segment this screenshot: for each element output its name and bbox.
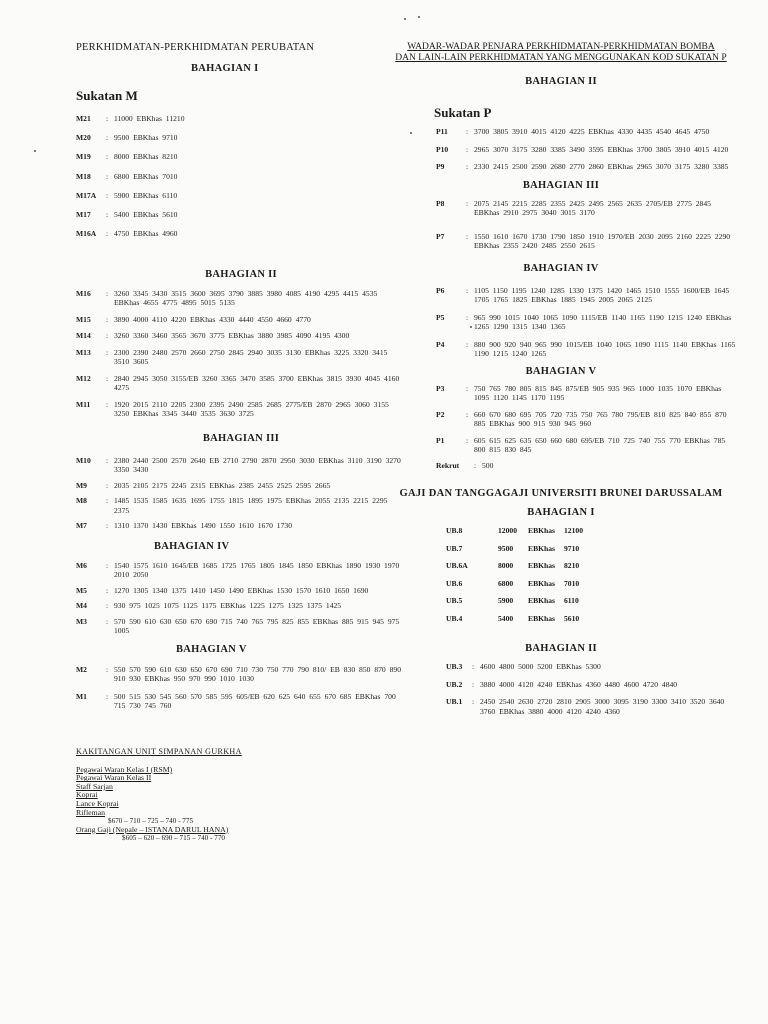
salary-values: 8000 EBKhas 8210 (114, 152, 178, 162)
grade-code: P11 (436, 127, 448, 136)
salary-row: M9 : 2035 2105 2175 2245 2315 EBKhas 2385 2455 2525 2595 2665 (76, 481, 406, 491)
salary-values: 1105 1150 1195 1240 1285 1330 1375 1420 1465 1510 1555 1600/EB 1645 1705 1765 1825 EBKhas 1885 1945 2005 2065 2125 (474, 285, 734, 304)
ub-value-2: 9710 (564, 543, 580, 553)
grade-code: M9 (76, 480, 87, 490)
salary-values: 5900 EBKhas 6110 (114, 190, 178, 200)
grade-code: M8 (76, 496, 87, 506)
ub-ebkhas: EBKhas (528, 526, 556, 535)
salary-row: M2 : 550 570 590 610 630 650 670 690 710 730 750 770 790 810/ EB 830 850 870 890 910 930 EBKhas 950 970 990 1010 1030 (76, 664, 405, 684)
salary-row: P7 : 1550 1610 1670 1730 1790 1850 1910 1970/EB 2030 2095 2160 2225 2290 EBKhas 2355 2420 2485 2550 2615 (436, 232, 736, 251)
grade-code: M18 (76, 171, 91, 181)
grade-code: M14 (76, 331, 91, 341)
salary-row: P6 : 1105 1150 1195 1240 1285 1330 1375 1420 1465 1510 1555 1600/EB 1645 1705 1765 1825 EBKhas 1885 1945 2005 2065 2125 (436, 286, 736, 305)
grade-code: M17A (76, 190, 97, 200)
gurkha-rank: Rifleman (76, 807, 106, 817)
salary-row: M17A : 5900 EBKhas 6110 (76, 191, 406, 201)
salary-values: 2380 2440 2500 2570 2640 EB 2710 2790 2870 2950 3030 EBKhas 3110 3190 3270 3350 3430 (114, 455, 405, 475)
ub-ebkhas: EBKhas (528, 578, 556, 588)
salary-values: 3260 3345 3430 3515 3600 3695 3790 3885 3980 4085 4190 4295 4415 4535 EBKhas 4655 4775 4895 5015 5135 (114, 288, 382, 308)
grade-code: M6 (76, 560, 87, 570)
ub-value-1: 9500 (498, 543, 514, 553)
gurkha-rank: Pegawai Waran Kelas II (76, 773, 152, 783)
grade-code: P2 (436, 409, 445, 419)
salary-row: P2 : 660 670 680 695 705 720 735 750 765 780 795/EB 810 825 840 855 870 885 EBKhas 900 915 930 945 960 (436, 410, 736, 429)
grade-code: UB.1 (446, 697, 463, 706)
salary-values: 965 990 1015 1040 1065 1090 1115/EB 1140 1165 1190 1215 1240 EBKhas 1265 1290 1315 1340 1365 (474, 312, 736, 331)
grade-code: UB.3 (446, 662, 463, 671)
salary-values: 2035 2105 2175 2245 2315 EBKhas 2385 2455 2525 2595 2665 (114, 480, 331, 490)
ub-value-2: 5610 (564, 613, 580, 623)
ub-ebkhas: EBKhas (528, 543, 556, 553)
salary-values: 1550 1610 1670 1730 1790 1850 1910 1970/EB 2030 2095 2160 2225 2290 EBKhas 2355 2420 2485 2550 2615 (474, 231, 734, 250)
grade-code: M1 (76, 691, 87, 701)
gurkha-rank: Staff Sarjan (76, 781, 113, 791)
salary-row: M12 : 2840 2945 3050 3155/EB 3260 3365 3470 3585 3700 EBKhas 3815 3930 4045 4160 4275 (76, 374, 406, 393)
salary-row: M7 : 1310 1370 1430 EBKhas 1490 1550 1610 1670 1730 (76, 521, 406, 531)
grade-code: P5 (436, 312, 445, 322)
ub-value-2: 12100 (564, 526, 583, 535)
ub-ebkhas: EBKhas (528, 561, 556, 570)
salary-row: M5 : 1270 1305 1340 1375 1410 1450 1490 EBKhas 1530 1570 1610 1650 1690 (76, 586, 406, 596)
grade-code: UB.8 (446, 526, 463, 535)
salary-row: M10 : 2380 2440 2500 2570 2640 EB 2710 2790 2870 2950 3030 EBKhas 3110 3190 3270 3350 3430 (76, 455, 405, 475)
grade-code: M13 (76, 347, 91, 357)
right-column (386, 42, 740, 716)
grade-code: M12 (76, 373, 91, 383)
salary-values: 750 765 780 805 815 845 875/EB 905 935 965 1000 1035 1070 EBKhas 1095 1120 1145 1170 1195 (474, 383, 726, 402)
ub-value-2: 8210 (564, 561, 580, 570)
scan-speck (470, 326, 472, 328)
grade-code: UB.7 (446, 543, 463, 553)
salary-values: 550 570 590 610 630 650 670 690 710 730 750 770 790 810/ EB 830 850 870 890 910 930 EBKhas 950 970 990 1010 1030 (114, 664, 405, 684)
p-group-a (436, 127, 736, 172)
ub-value-2: 7010 (564, 578, 580, 588)
salary-values: 930 975 1025 1075 1125 1175 EBKhas 1225 1275 1325 1375 1425 (114, 601, 342, 611)
grade-code: P8 (436, 198, 445, 208)
left-column (76, 42, 406, 843)
salary-row: M8 : 1485 1535 1585 1635 1695 1755 1815 1895 1975 EBKhas 2055 2135 2215 2295 2375 (76, 496, 406, 515)
grade-code: UB.2 (446, 679, 463, 689)
rekrut-value: 500 (482, 460, 494, 470)
salary-values: 11000 EBKhas 11210 (114, 114, 185, 123)
salary-row: M3 : 570 590 610 630 650 670 690 715 740 765 795 825 855 EBKhas 885 915 945 975 1005 (76, 617, 406, 636)
salary-row: M13 : 2300 2390 2480 2570 2660 2750 2845 2940 3035 3130 EBKhas 3225 3320 3415 3510 3605 (76, 348, 406, 367)
ub-row (446, 526, 736, 536)
salary-row: M6 : 1540 1575 1610 1645/EB 1685 1725 1765 1805 1845 1850 EBKhas 1890 1930 1970 2010 2050 (76, 561, 406, 580)
left-bahagian-1: BAHAGIAN I (191, 63, 259, 74)
ub-row (446, 596, 736, 606)
right-title-line-1: WADAR-WADAR PENJARA PERKHIDMATAN-PERKHIDMATAN BOMBA (407, 42, 715, 52)
grade-code: UB.5 (446, 596, 463, 605)
grade-code: M11 (76, 399, 91, 409)
salary-values: 3880 4000 4120 4240 EBKhas 4360 4480 4600 4720 4840 (480, 679, 678, 689)
grade-code: P4 (436, 339, 445, 349)
grade-code: M21 (76, 114, 91, 123)
p-group-c (436, 285, 740, 359)
rekrut-row: Rekrut : 500 (436, 461, 736, 471)
salary-values: 2075 2145 2215 2285 2355 2425 2495 2565 2635 2705/EB 2775 2845 EBKhas 2910 2975 3040 3015 3170 (474, 198, 715, 217)
left-title: PERKHIDMATAN-PERKHIDMATAN PERUBATAN (76, 42, 315, 53)
sukatan-p-heading: Sukatan P (434, 105, 492, 120)
salary-values: 2450 2540 2630 2720 2810 2905 3000 3095 3190 3300 3410 3520 3640 3760 EBKhas 3880 4000 4120 4240 4360 (480, 697, 729, 716)
salary-row: M16 : 3260 3345 3430 3515 3600 3695 3790 3885 3980 4085 4190 4295 4415 4535 EBKhas 4655 4775 4895 5015 5135 (76, 289, 406, 308)
grade-code: M4 (76, 601, 87, 611)
gurkha-rank: Koprai (76, 790, 98, 800)
grade-code: P1 (436, 435, 445, 445)
salary-values: 1540 1575 1610 1645/EB 1685 1725 1765 1805 1845 1850 EBKhas 1890 1930 1970 2010 2050 (114, 560, 404, 580)
gurkha-rank: Lance Koprai (76, 799, 119, 808)
salary-values: 2330 2415 2500 2590 2680 2770 2860 EBKhas 2965 3070 3175 3280 3385 (474, 162, 729, 171)
ub-group-1 (446, 526, 736, 623)
salary-values: 9500 EBKhas 9710 (114, 133, 178, 143)
salary-values: 605 615 625 635 650 660 680 695/EB 710 725 740 755 770 EBKhas 785 800 815 830 845 (474, 435, 730, 454)
ub-ebkhas: EBKhas (528, 613, 556, 623)
right-bahagian-5: BAHAGIAN V (525, 365, 597, 377)
salary-row: P9 : 2330 2415 2500 2590 2680 2770 2860 EBKhas 2965 3070 3175 3280 3385 (436, 162, 736, 172)
scan-speck (418, 16, 420, 18)
p-group-b (436, 199, 736, 251)
ub-value-1: 5900 (498, 596, 514, 605)
salary-row: UB.1 : 2450 2540 2630 2720 2810 2905 3000 3095 3190 3300 3410 3520 3640 3760 EBKhas 3880 4000 4120 4240 4360 (446, 697, 736, 716)
salary-row: M17 : 5400 EBKhas 5610 (76, 210, 406, 220)
scan-speck (404, 18, 406, 20)
m-group-3 (76, 456, 406, 531)
gurkha-rate: $605 – 620 – 690 – 715 – 740 - 770 (122, 834, 226, 843)
ub-value-1: 6800 (498, 578, 514, 588)
grade-code: M10 (76, 455, 91, 465)
salary-row: M1 : 500 515 530 545 560 570 585 595 605/EB 620 625 640 655 670 685 EBKhas 700 715 730 745 760 (76, 692, 406, 711)
ubd-bahagian-1: BAHAGIAN I (527, 507, 595, 518)
gurkha-rank: Pegawai Waran Kelas I (RSM) (76, 764, 173, 774)
salary-values: 880 900 920 940 965 990 1015/EB 1040 1065 1090 1115 1140 EBKhas 1165 1190 1215 1240 1265 (474, 339, 740, 358)
salary-values: 660 670 680 695 705 720 735 750 765 780 795/EB 810 825 840 855 870 885 EBKhas 900 915 930 945 960 (474, 409, 731, 428)
left-bahagian-5: BAHAGIAN V (176, 643, 247, 655)
salary-values: 500 515 530 545 560 570 585 595 605/EB 620 625 640 655 670 685 EBKhas 700 715 730 745 760 (114, 691, 400, 711)
salary-values: 4600 4800 5000 5200 EBKhas 5300 (480, 662, 601, 671)
m-group-2 (76, 289, 406, 419)
salary-values: 2300 2390 2480 2570 2660 2750 2845 2940 3035 3130 EBKhas 3225 3320 3415 3510 3605 (114, 347, 392, 367)
right-bahagian-4: BAHAGIAN IV (523, 262, 599, 274)
salary-row: UB.3 : 4600 4800 5000 5200 EBKhas 5300 (446, 662, 736, 672)
m-group-4 (76, 561, 406, 636)
grade-code: M15 (76, 314, 91, 324)
salary-row: P3 : 750 765 780 805 815 845 875/EB 905 935 965 1000 1035 1070 EBKhas 1095 1120 1145 1170 1195 (436, 384, 736, 403)
salary-values: 4750 EBKhas 4960 (114, 229, 178, 239)
left-bahagian-2: BAHAGIAN II (205, 268, 277, 280)
salary-row: M21 : 11000 EBKhas 11210 (76, 114, 406, 124)
salary-row: P11 : 3700 3805 3910 4015 4120 4225 EBKhas 4330 4435 4540 4645 4750 (436, 127, 736, 137)
salary-row: P1 : 605 615 625 635 650 660 680 695/EB 710 725 740 755 770 EBKhas 785 800 815 830 845 (436, 436, 736, 455)
salary-row: P5 : 965 990 1015 1040 1065 1090 1115/EB 1140 1165 1190 1215 1240 EBKhas 1265 1290 1315 1340 1365 (436, 312, 736, 331)
salary-row: M18 : 6800 EBKhas 7010 (76, 172, 406, 182)
salary-values: 3890 4000 4110 4220 EBKhas 4330 4440 4550 4660 4770 (114, 314, 311, 324)
ubd-title: GAJI DAN TANGGAGAJI UNIVERSITI BRUNEI DARUSSALAM (399, 488, 723, 499)
m-group-5 (76, 665, 406, 711)
salary-row: M4 : 930 975 1025 1075 1125 1175 EBKhas 1225 1275 1325 1375 1425 (76, 601, 406, 611)
left-bahagian-4: BAHAGIAN IV (154, 540, 230, 552)
salary-row: M14 : 3260 3360 3460 3565 3670 3775 EBKhas 3880 3985 4090 4195 4300 (76, 331, 406, 341)
ubd-bahagian-2: BAHAGIAN II (525, 643, 597, 654)
grade-code: P3 (436, 383, 445, 393)
salary-values: 3700 3805 3910 4015 4120 4225 EBKhas 4330 4435 4540 4645 4750 (474, 127, 710, 136)
ub-value-1: 5400 (498, 613, 514, 623)
grade-code: P7 (436, 231, 445, 241)
right-bahagian-3: BAHAGIAN III (522, 179, 600, 191)
salary-values: 1920 2015 2110 2205 2300 2395 2490 2585 2685 2775/EB 2870 2965 3060 3155 3250 EBKhas 3345 3440 3535 3630 3725 (114, 399, 393, 419)
salary-values: 3260 3360 3460 3565 3670 3775 EBKhas 3880 3985 4090 4195 4300 (114, 331, 350, 341)
grade-code: M19 (76, 152, 91, 162)
sukatan-m-heading: Sukatan M (76, 88, 138, 103)
ub-row (446, 614, 736, 624)
grade-code: M16A (76, 229, 97, 239)
right-bahagian-2: BAHAGIAN II (525, 76, 597, 87)
ub-value-1: 12000 (498, 526, 517, 535)
scan-speck (34, 150, 36, 152)
right-title-line-2: DAN LAIN-LAIN PERKHIDMATAN YANG MENGGUNAKAN KOD SUKATAN P (395, 53, 727, 63)
ub-group-2 (446, 662, 736, 716)
salary-values: 5400 EBKhas 5610 (114, 209, 178, 219)
scan-speck (410, 132, 412, 134)
grade-code: P6 (436, 285, 445, 295)
salary-values: 6800 EBKhas 7010 (114, 171, 178, 181)
grade-code: P9 (436, 162, 445, 171)
gurkha-rate: $670 – 710 – 725 – 740 - 775 (108, 817, 194, 826)
salary-row: UB.2 : 3880 4000 4120 4240 EBKhas 4360 4480 4600 4720 4840 (446, 680, 736, 690)
salary-row: M20 : 9500 EBKhas 9710 (76, 133, 406, 143)
salary-values: 570 590 610 630 650 670 690 715 740 765 795 825 855 EBKhas 885 915 945 975 1005 (114, 616, 404, 636)
gurkha-title: KAKITANGAN UNIT SIMPANAN GURKHA (76, 746, 242, 756)
salary-values: 2840 2945 3050 3155/EB 3260 3365 3470 3585 3700 EBKhas 3815 3930 4045 4160 4275 (114, 373, 404, 393)
ub-row (446, 544, 736, 554)
salary-row: M16A : 4750 EBKhas 4960 (76, 229, 406, 239)
salary-values: 1270 1305 1340 1375 1410 1450 1490 EBKhas 1530 1570 1610 1650 1690 (114, 585, 369, 595)
grade-code: UB.6 (446, 578, 463, 588)
salary-row: P8 : 2075 2145 2215 2285 2355 2425 2495 2565 2635 2705/EB 2775 2845 EBKhas 2910 2975 3040 3015 3170 (436, 199, 736, 218)
salary-row: M15 : 3890 4000 4110 4220 EBKhas 4330 4440 4550 4660 4770 (76, 315, 406, 325)
grade-code: P10 (436, 144, 449, 154)
grade-code: M2 (76, 664, 87, 674)
salary-row: M11 : 1920 2015 2110 2205 2300 2395 2490 2585 2685 2775/EB 2870 2965 3060 3155 3250 EBKhas 3345 3440 3535 3630 3725 (76, 400, 406, 419)
salary-row: P4 : 880 900 920 940 965 990 1015/EB 1040 1065 1090 1115 1140 EBKhas 1165 1190 1215 1240 1265 (436, 339, 740, 358)
grade-code: M7 (76, 521, 87, 531)
salary-values: 1485 1535 1585 1635 1695 1755 1815 1895 1975 EBKhas 2055 2135 2215 2295 2375 (114, 496, 392, 515)
ub-row (446, 579, 736, 589)
grade-code: UB.4 (446, 613, 463, 623)
ub-value-2: 6110 (564, 596, 579, 605)
ub-ebkhas: EBKhas (528, 596, 556, 605)
ub-row (446, 561, 736, 571)
grade-code: M17 (76, 209, 91, 219)
salary-values: 2965 3070 3175 3280 3385 3490 3595 EBKhas 3700 3805 3910 4015 4120 (474, 144, 729, 154)
m-group-1 (76, 114, 406, 239)
gurkha-orang-gaji: Orang Gaji (Nepale – ISTANA DARUL HANA) (76, 824, 229, 834)
p-group-d (436, 384, 736, 471)
grade-code: M16 (76, 288, 91, 298)
gurkha-section (76, 747, 406, 843)
salary-values: 1310 1370 1430 EBKhas 1490 1550 1610 1670 1730 (114, 521, 292, 531)
grade-code: M5 (76, 585, 87, 595)
ub-value-1: 8000 (498, 561, 514, 570)
grade-code: UB.6A (446, 561, 468, 570)
rekrut-label: Rekrut (436, 460, 460, 470)
salary-row: P10 : 2965 3070 3175 3280 3385 3490 3595 EBKhas 3700 3805 3910 4015 4120 (436, 145, 736, 155)
grade-code: M3 (76, 616, 87, 626)
left-bahagian-3: BAHAGIAN III (202, 432, 280, 444)
salary-row: M19 : 8000 EBKhas 8210 (76, 152, 406, 162)
grade-code: M20 (76, 133, 91, 143)
